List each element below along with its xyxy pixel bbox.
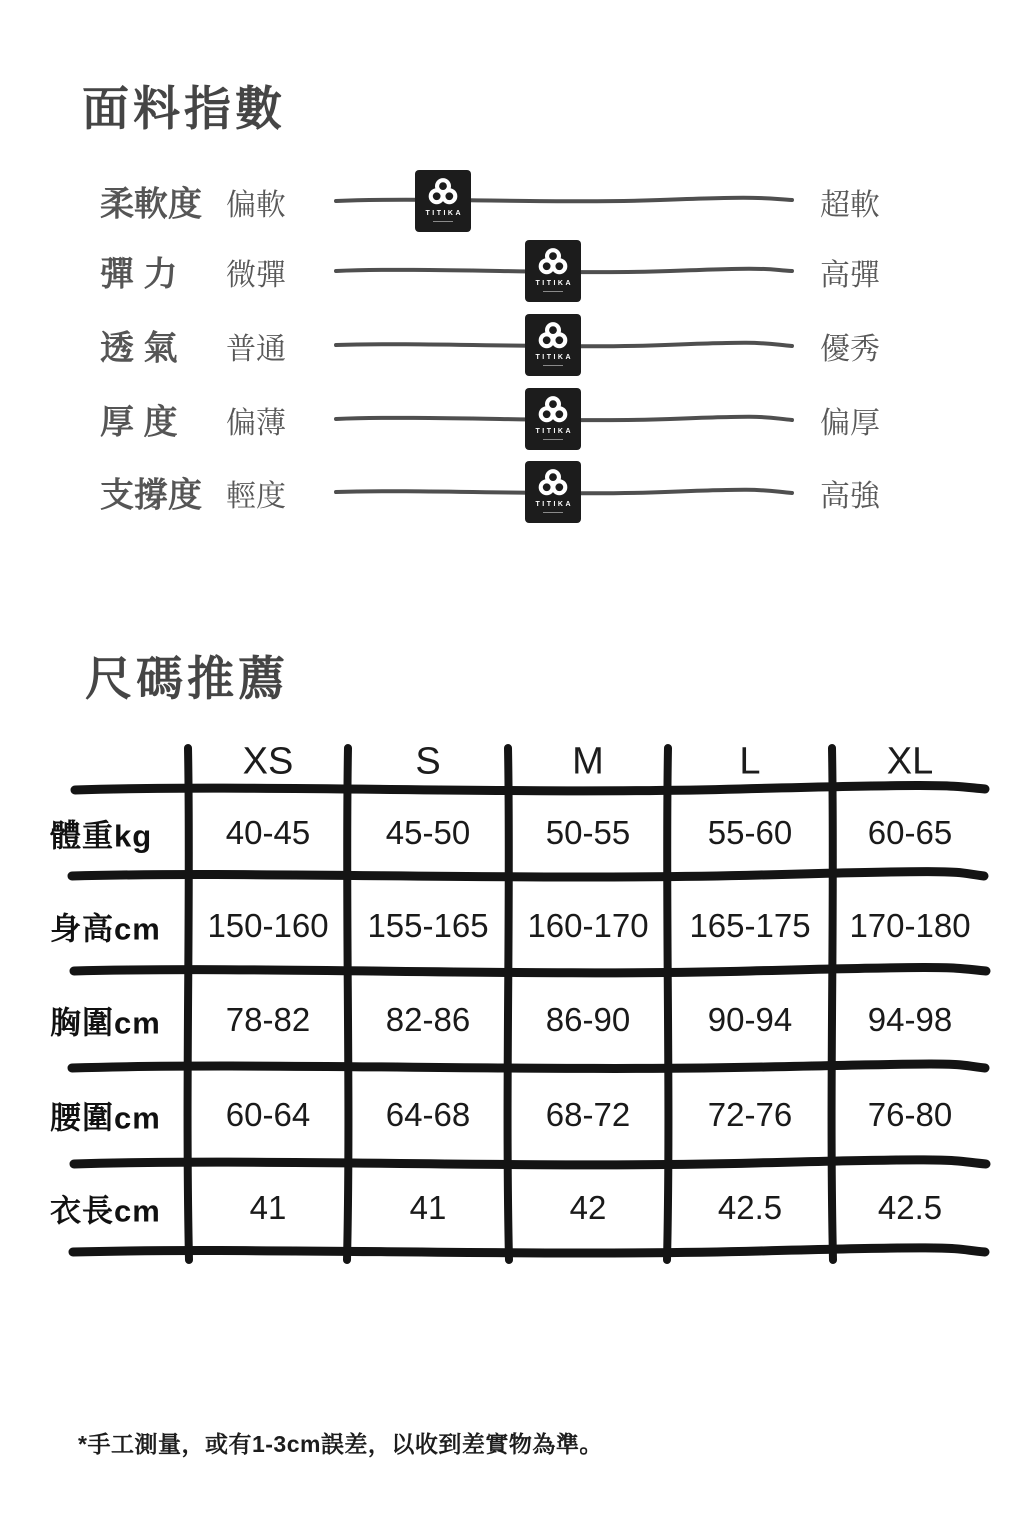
fabric-row-low-elasticity: 微彈 — [226, 259, 286, 292]
row-label-weight: 體重kg — [50, 818, 153, 854]
fabric-row-low-breathability: 普通 — [226, 333, 286, 366]
titika-trefoil-icon — [536, 320, 570, 352]
fabric-row-low-support: 輕度 — [226, 480, 286, 513]
cell-weight-s: 45-50 — [385, 814, 471, 851]
cell-waist-l: 72-76 — [707, 1096, 793, 1133]
titika-tagline-line — [543, 439, 563, 440]
cell-length-s: 41 — [409, 1189, 447, 1226]
fabric-row-high-softness: 超軟 — [820, 189, 880, 222]
cell-length-l: 42.5 — [717, 1189, 783, 1226]
titika-brand-text: TITIKA — [535, 354, 574, 361]
fabric-row-high-breathability: 優秀 — [820, 333, 880, 366]
cell-waist-xl: 76-80 — [867, 1096, 953, 1133]
cell-bust-l: 90-94 — [707, 1001, 793, 1038]
titika-slider-badge-thickness — [526, 389, 580, 449]
cell-height-m: 160-170 — [527, 907, 649, 944]
cell-height-s: 155-165 — [367, 907, 489, 944]
measurement-disclaimer: *手工測量，或有1-3cm誤差，以收到差實物為準。 — [78, 1431, 603, 1457]
size-col-m: M — [572, 740, 604, 783]
titika-trefoil-icon — [536, 467, 570, 499]
fabric-row-name-support: 支撐度 — [100, 476, 202, 515]
cell-weight-xs: 40-45 — [225, 814, 311, 851]
cell-bust-m: 86-90 — [545, 1001, 631, 1038]
size-col-l: L — [739, 740, 761, 783]
titika-brand-text: TITIKA — [425, 210, 464, 217]
fabric-row-name-thickness: 厚 度 — [100, 403, 178, 442]
cell-length-xl: 42.5 — [877, 1189, 943, 1226]
titika-tagline-line — [543, 365, 563, 366]
cell-bust-s: 82-86 — [385, 1001, 471, 1038]
titika-brand-text: TITIKA — [535, 280, 574, 287]
titika-trefoil-icon — [536, 394, 570, 426]
cell-height-xl: 170-180 — [849, 907, 971, 944]
cell-weight-l: 55-60 — [707, 814, 793, 851]
cell-height-xs: 150-160 — [207, 907, 329, 944]
cell-weight-m: 50-55 — [545, 814, 631, 851]
titika-trefoil-icon — [426, 176, 460, 208]
titika-tagline-line — [543, 291, 563, 292]
titika-brand-text: TITIKA — [535, 428, 574, 435]
fabric-row-name-softness: 柔軟度 — [100, 185, 202, 224]
row-label-waist: 腰圍cm — [50, 1100, 161, 1136]
fabric-index-heading: 面料指數 — [82, 82, 286, 135]
titika-slider-badge-elasticity — [526, 241, 580, 301]
row-label-garment-length: 衣長cm — [50, 1193, 161, 1229]
size-col-xs: XS — [242, 740, 294, 783]
fabric-row-name-breathability: 透 氣 — [100, 329, 178, 368]
cell-waist-m: 68-72 — [545, 1096, 631, 1133]
size-col-xl: XL — [886, 740, 934, 783]
cell-weight-xl: 60-65 — [867, 814, 953, 851]
row-label-bust: 胸圍cm — [50, 1005, 161, 1041]
cell-waist-xs: 60-64 — [225, 1096, 311, 1133]
fabric-row-high-thickness: 偏厚 — [820, 407, 880, 440]
cell-bust-xs: 78-82 — [225, 1001, 311, 1038]
titika-slider-badge-breathability — [526, 315, 580, 375]
titika-tagline-line — [433, 221, 453, 222]
row-label-height: 身高cm — [50, 911, 161, 947]
titika-slider-badge-support — [526, 462, 580, 522]
titika-tagline-line — [543, 512, 563, 513]
titika-brand-text: TITIKA — [535, 501, 574, 508]
fabric-row-low-softness: 偏軟 — [226, 189, 286, 222]
titika-slider-badge-softness — [416, 171, 470, 231]
cell-height-l: 165-175 — [689, 907, 811, 944]
fabric-row-high-support: 高強 — [820, 480, 880, 513]
fabric-row-low-thickness: 偏薄 — [226, 407, 286, 440]
size-chart-heading: 尺碼推薦 — [85, 652, 289, 705]
cell-bust-xl: 94-98 — [867, 1001, 953, 1038]
cell-waist-s: 64-68 — [385, 1096, 471, 1133]
titika-trefoil-icon — [536, 246, 570, 278]
size-col-s: S — [415, 740, 441, 783]
cell-length-xs: 41 — [249, 1189, 287, 1226]
cell-length-m: 42 — [569, 1189, 607, 1226]
fabric-row-high-elasticity: 高彈 — [820, 259, 880, 292]
fabric-row-name-elasticity: 彈 力 — [100, 255, 178, 294]
